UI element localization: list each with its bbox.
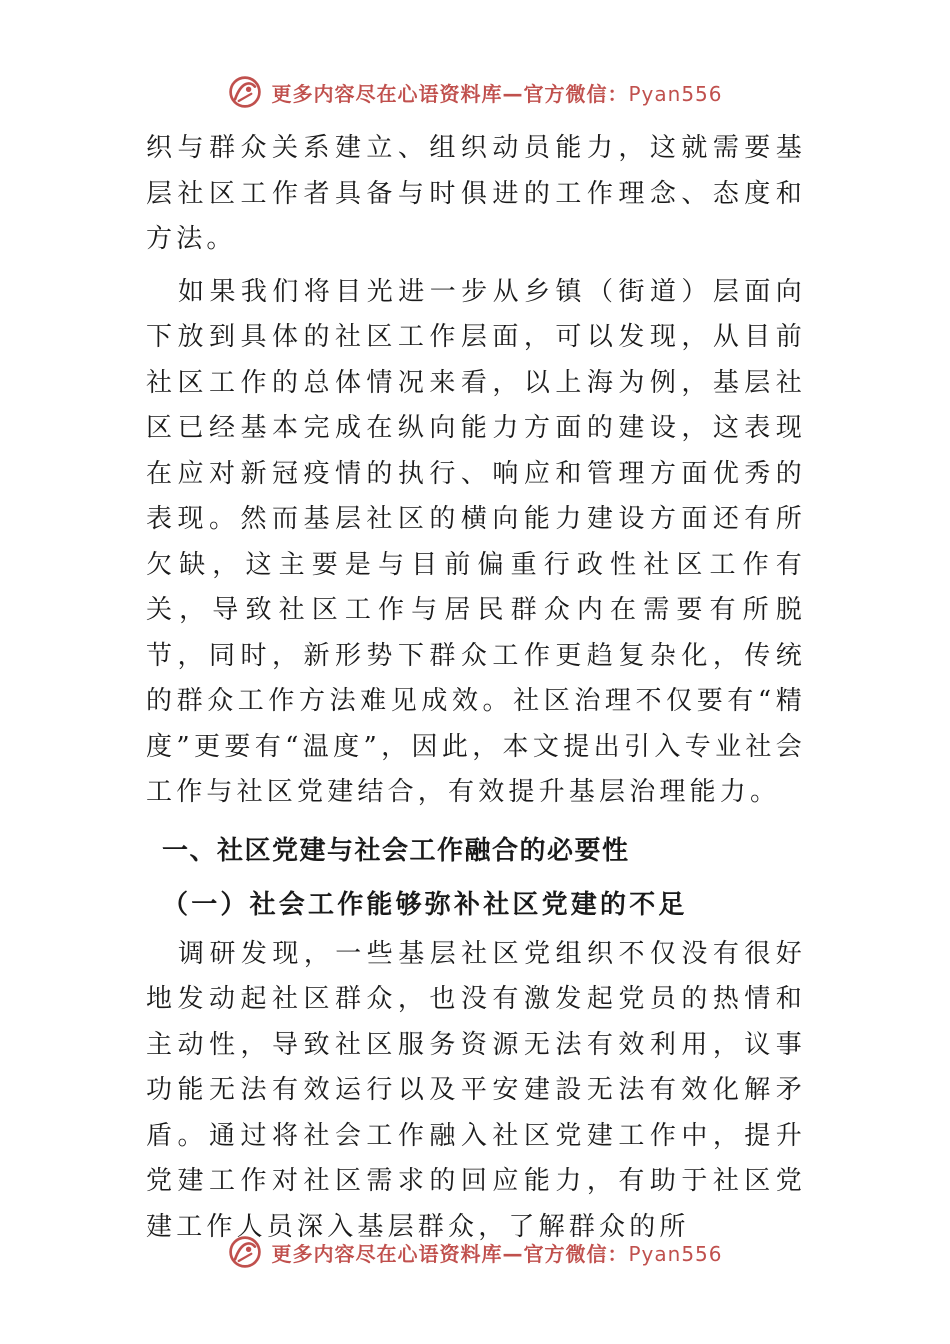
paragraph-continuation: 织与群众关系建立、组织动员能力，这就需要基层社区工作者具备与时俱进的工作理念、态度和方法。 — [146, 133, 806, 254]
watermark-text — [271, 78, 722, 107]
paragraph-body: 如果我们将目光进一步从乡镇（街道）层面向下放到具体的社区工作层面，可以发现，从目前社区工作的总体情况来看，以上海为例，基层社区已经基本完成在纵向能力方面的建设，这表现在应对新冠疫情的执行、响应和管理方面优秀的表现。然而基层社区的横向能力建设方面还有所欠缺，这主要是与目前偏重行政性社区工作有关，导致社区工作与居民群众内在需要有所脱节，同时，新形势下群众工作更趋复杂化，传统的群众工作方法难见成效。社区治理不仅要有“精度”更要有“温度”，因此，本文提出引入专业社会工作与社区党建结合，有效提升基层治理能力。 — [146, 276, 806, 807]
subsection-heading: （一）社会工作能够弥补社区党建的不足 — [162, 889, 688, 920]
watermark-text — [271, 1238, 722, 1267]
watermark-brand: Pyan556 — [628, 1241, 723, 1266]
watermark-label: 更多内容尽在心语资料库—官方微信： — [271, 1241, 629, 1266]
section-heading: 一、社区党建与社会工作融合的必要性 — [162, 835, 630, 866]
header-watermark — [0, 74, 950, 110]
watermark-label: 更多内容尽在心语资料库—官方微信： — [271, 81, 629, 106]
footer-watermark — [0, 1234, 950, 1270]
document-body — [146, 126, 806, 1250]
red-seal-logo-icon — [227, 1234, 263, 1270]
red-seal-logo-icon — [227, 74, 263, 110]
paragraph-final: 调研发现，一些基层社区党组织不仅没有很好地发动起社区群众，也没有激发起党员的热情和主动性，导致社区服务资源无法有效利用，议事功能无法有效运行以及平安建設无法有效化解矛盾。通过将社会工作融入社区党建工作中，提升党建工作对社区需求的回应能力，有助于社区党建工作人员深入基层群众，了解群众的所 — [146, 938, 806, 1242]
watermark-brand: Pyan556 — [628, 81, 723, 106]
